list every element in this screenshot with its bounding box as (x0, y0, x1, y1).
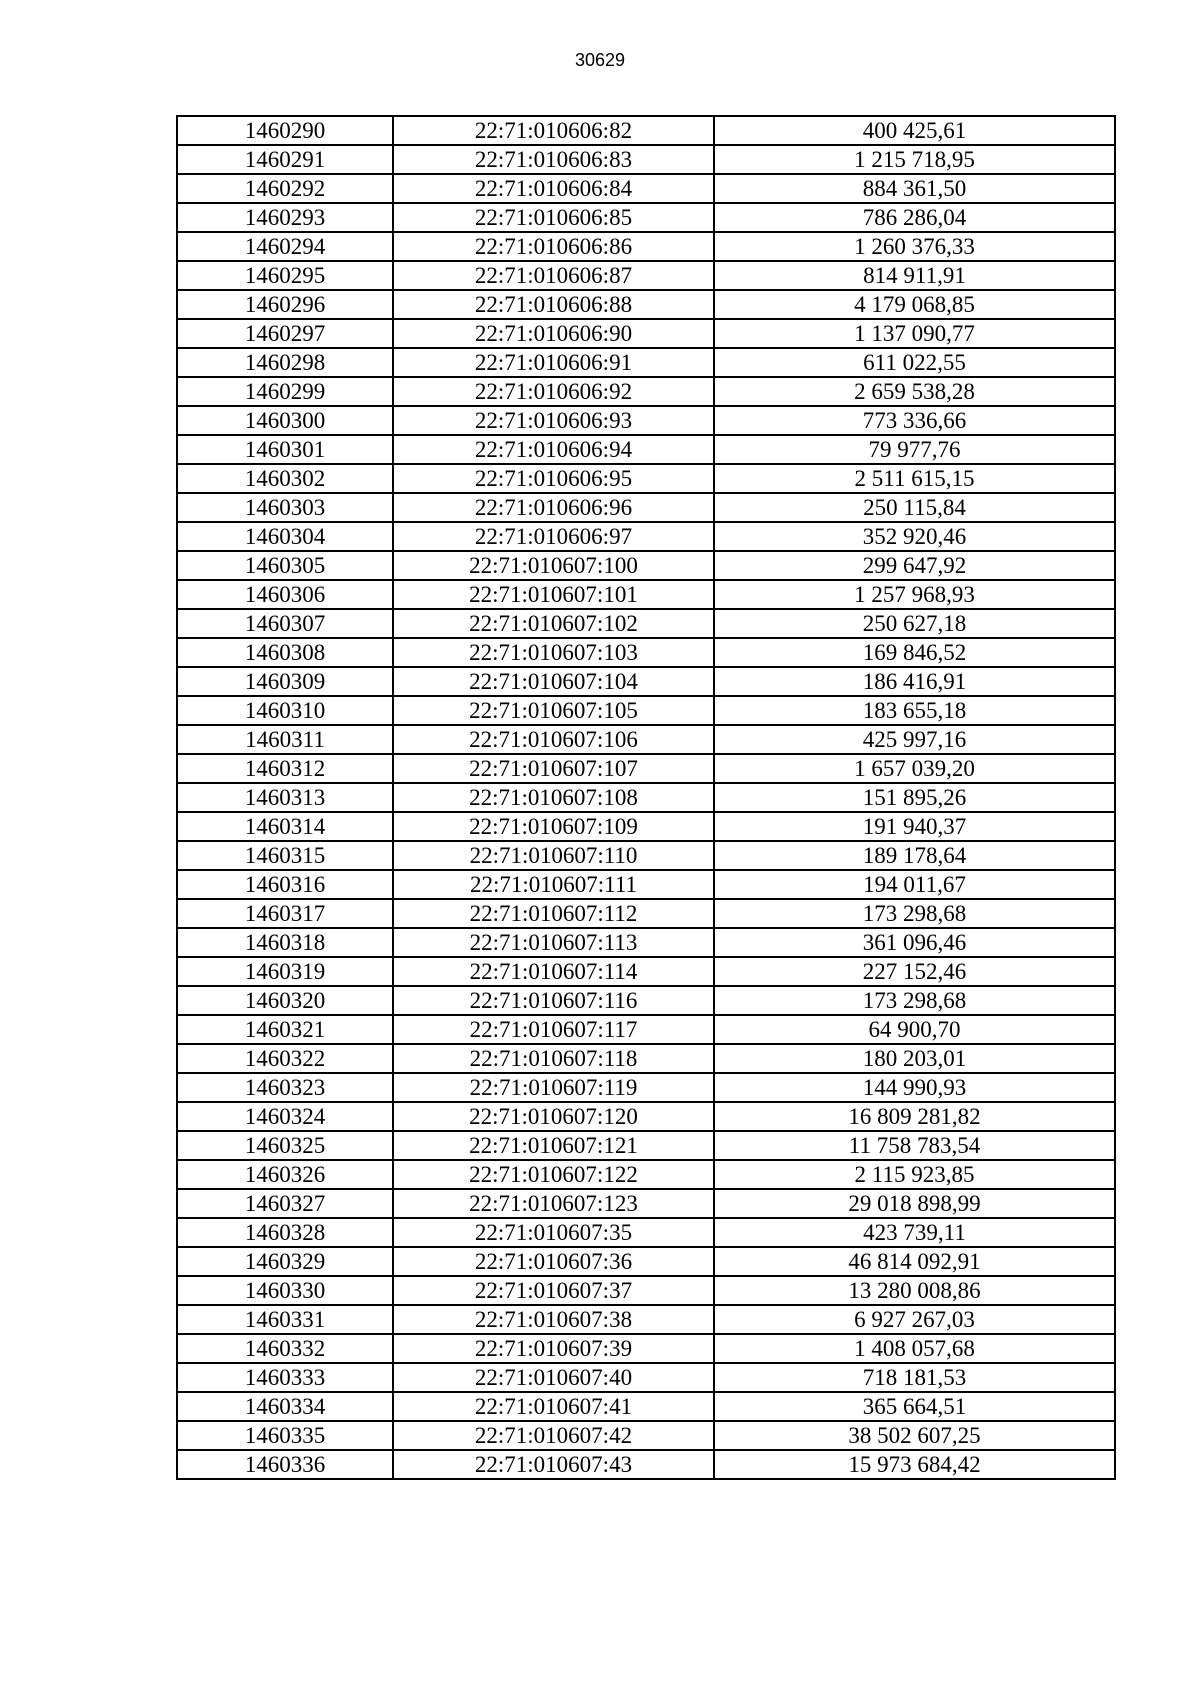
cadastral-number-cell: 22:71:010607:37 (393, 1276, 714, 1305)
cadastral-value-cell: 46 814 092,91 (714, 1247, 1115, 1276)
cadastral-number-cell: 22:71:010607:39 (393, 1334, 714, 1363)
cadastral-value-cell: 1 260 376,33 (714, 232, 1115, 261)
row-number-cell: 1460311 (177, 725, 393, 754)
cadastral-number-cell: 22:71:010607:104 (393, 667, 714, 696)
cadastral-number-cell: 22:71:010606:91 (393, 348, 714, 377)
cadastral-number-cell: 22:71:010607:114 (393, 957, 714, 986)
table-row (177, 725, 1115, 754)
row-number-cell: 1460335 (177, 1421, 393, 1450)
row-number-cell: 1460327 (177, 1189, 393, 1218)
cadastral-number-cell: 22:71:010606:93 (393, 406, 714, 435)
cadastral-value-cell: 183 655,18 (714, 696, 1115, 725)
cadastral-value-cell: 15 973 684,42 (714, 1450, 1115, 1479)
cadastral-number-cell: 22:71:010606:84 (393, 174, 714, 203)
cadastral-value-cell: 173 298,68 (714, 986, 1115, 1015)
table-row (177, 174, 1115, 203)
table-row (177, 464, 1115, 493)
row-number-cell: 1460298 (177, 348, 393, 377)
table-row (177, 957, 1115, 986)
cadastral-value-cell: 144 990,93 (714, 1073, 1115, 1102)
table-row (177, 609, 1115, 638)
row-number-cell: 1460316 (177, 870, 393, 899)
row-number-cell: 1460315 (177, 841, 393, 870)
cadastral-value-cell: 16 809 281,82 (714, 1102, 1115, 1131)
cadastral-value-cell: 2 659 538,28 (714, 377, 1115, 406)
cadastral-value-cell: 38 502 607,25 (714, 1421, 1115, 1450)
table-row (177, 1102, 1115, 1131)
cadastral-value-cell: 786 286,04 (714, 203, 1115, 232)
table-row (177, 754, 1115, 783)
table-row (177, 1073, 1115, 1102)
cadastral-value-cell: 299 647,92 (714, 551, 1115, 580)
cadastral-number-cell: 22:71:010606:87 (393, 261, 714, 290)
cadastral-value-cell: 352 920,46 (714, 522, 1115, 551)
cadastral-value-cell: 227 152,46 (714, 957, 1115, 986)
cadastral-number-cell: 22:71:010606:90 (393, 319, 714, 348)
cadastral-value-cell: 169 846,52 (714, 638, 1115, 667)
row-number-cell: 1460302 (177, 464, 393, 493)
cadastral-number-cell: 22:71:010607:101 (393, 580, 714, 609)
cadastral-number-cell: 22:71:010607:113 (393, 928, 714, 957)
cadastral-value-cell: 64 900,70 (714, 1015, 1115, 1044)
cadastral-value-cell: 1 137 090,77 (714, 319, 1115, 348)
row-number-cell: 1460326 (177, 1160, 393, 1189)
table-row (177, 986, 1115, 1015)
cadastral-number-cell: 22:71:010607:41 (393, 1392, 714, 1421)
row-number-cell: 1460310 (177, 696, 393, 725)
row-number-cell: 1460301 (177, 435, 393, 464)
cadastral-number-cell: 22:71:010607:120 (393, 1102, 714, 1131)
cadastral-number-cell: 22:71:010607:100 (393, 551, 714, 580)
row-number-cell: 1460313 (177, 783, 393, 812)
row-number-cell: 1460293 (177, 203, 393, 232)
table-row (177, 261, 1115, 290)
row-number-cell: 1460321 (177, 1015, 393, 1044)
row-number-cell: 1460305 (177, 551, 393, 580)
cadastral-number-cell: 22:71:010607:116 (393, 986, 714, 1015)
cadastral-value-cell: 884 361,50 (714, 174, 1115, 203)
cadastral-value-cell: 151 895,26 (714, 783, 1115, 812)
row-number-cell: 1460322 (177, 1044, 393, 1073)
row-number-cell: 1460320 (177, 986, 393, 1015)
cadastral-number-cell: 22:71:010607:36 (393, 1247, 714, 1276)
row-number-cell: 1460292 (177, 174, 393, 203)
table-row (177, 522, 1115, 551)
cadastral-value-cell: 194 011,67 (714, 870, 1115, 899)
row-number-cell: 1460324 (177, 1102, 393, 1131)
cadastral-value-cell: 2 511 615,15 (714, 464, 1115, 493)
cadastral-value-cell: 79 977,76 (714, 435, 1115, 464)
cadastral-number-cell: 22:71:010607:117 (393, 1015, 714, 1044)
cadastral-value-table (176, 115, 1116, 1480)
cadastral-number-cell: 22:71:010606:86 (393, 232, 714, 261)
row-number-cell: 1460329 (177, 1247, 393, 1276)
row-number-cell: 1460328 (177, 1218, 393, 1247)
cadastral-value-cell: 180 203,01 (714, 1044, 1115, 1073)
row-number-cell: 1460331 (177, 1305, 393, 1334)
cadastral-number-cell: 22:71:010606:96 (393, 493, 714, 522)
cadastral-value-cell: 189 178,64 (714, 841, 1115, 870)
cadastral-value-cell: 1 408 057,68 (714, 1334, 1115, 1363)
table-row (177, 1334, 1115, 1363)
table-row (177, 116, 1115, 145)
cadastral-value-cell: 1 657 039,20 (714, 754, 1115, 783)
table-row (177, 203, 1115, 232)
cadastral-value-cell: 400 425,61 (714, 116, 1115, 145)
cadastral-value-cell: 4 179 068,85 (714, 290, 1115, 319)
table-row (177, 551, 1115, 580)
cadastral-number-cell: 22:71:010607:122 (393, 1160, 714, 1189)
cadastral-number-cell: 22:71:010607:112 (393, 899, 714, 928)
row-number-cell: 1460314 (177, 812, 393, 841)
cadastral-number-cell: 22:71:010606:88 (393, 290, 714, 319)
row-number-cell: 1460318 (177, 928, 393, 957)
row-number-cell: 1460333 (177, 1363, 393, 1392)
row-number-cell: 1460334 (177, 1392, 393, 1421)
table-row (177, 1160, 1115, 1189)
cadastral-number-cell: 22:71:010607:42 (393, 1421, 714, 1450)
cadastral-number-cell: 22:71:010606:97 (393, 522, 714, 551)
cadastral-number-cell: 22:71:010606:94 (393, 435, 714, 464)
cadastral-value-cell: 611 022,55 (714, 348, 1115, 377)
cadastral-value-cell: 425 997,16 (714, 725, 1115, 754)
table-row (177, 1247, 1115, 1276)
row-number-cell: 1460297 (177, 319, 393, 348)
cadastral-value-cell: 186 416,91 (714, 667, 1115, 696)
row-number-cell: 1460304 (177, 522, 393, 551)
table-row (177, 1305, 1115, 1334)
table-row (177, 1276, 1115, 1305)
table-row (177, 783, 1115, 812)
cadastral-number-cell: 22:71:010607:118 (393, 1044, 714, 1073)
cadastral-number-cell: 22:71:010606:83 (393, 145, 714, 174)
row-number-cell: 1460290 (177, 116, 393, 145)
cadastral-number-cell: 22:71:010607:111 (393, 870, 714, 899)
cadastral-value-cell: 13 280 008,86 (714, 1276, 1115, 1305)
table-row (177, 899, 1115, 928)
cadastral-number-cell: 22:71:010607:43 (393, 1450, 714, 1479)
cadastral-value-cell: 250 115,84 (714, 493, 1115, 522)
table-row (177, 1044, 1115, 1073)
cadastral-value-cell: 718 181,53 (714, 1363, 1115, 1392)
table-row (177, 812, 1115, 841)
cadastral-number-cell: 22:71:010606:95 (393, 464, 714, 493)
cadastral-number-cell: 22:71:010607:107 (393, 754, 714, 783)
row-number-cell: 1460308 (177, 638, 393, 667)
row-number-cell: 1460300 (177, 406, 393, 435)
row-number-cell: 1460323 (177, 1073, 393, 1102)
row-number-cell: 1460294 (177, 232, 393, 261)
row-number-cell: 1460336 (177, 1450, 393, 1479)
row-number-cell: 1460309 (177, 667, 393, 696)
cadastral-value-cell: 6 927 267,03 (714, 1305, 1115, 1334)
table-row (177, 870, 1115, 899)
table-row (177, 145, 1115, 174)
cadastral-number-cell: 22:71:010607:106 (393, 725, 714, 754)
cadastral-value-cell: 814 911,91 (714, 261, 1115, 290)
cadastral-value-cell: 2 115 923,85 (714, 1160, 1115, 1189)
cadastral-value-cell: 423 739,11 (714, 1218, 1115, 1247)
cadastral-number-cell: 22:71:010607:105 (393, 696, 714, 725)
table-body (177, 116, 1115, 1479)
table-row (177, 580, 1115, 609)
cadastral-number-cell: 22:71:010607:109 (393, 812, 714, 841)
table-row (177, 696, 1115, 725)
page-number: 30629 (574, 50, 626, 70)
row-number-cell: 1460317 (177, 899, 393, 928)
row-number-cell: 1460296 (177, 290, 393, 319)
row-number-cell: 1460312 (177, 754, 393, 783)
table-row (177, 348, 1115, 377)
table-row (177, 1131, 1115, 1160)
cadastral-number-cell: 22:71:010607:119 (393, 1073, 714, 1102)
cadastral-value-cell: 365 664,51 (714, 1392, 1115, 1421)
table-row (177, 1450, 1115, 1479)
table-row (177, 435, 1115, 464)
table-row (177, 377, 1115, 406)
table-row (177, 1421, 1115, 1450)
cadastral-number-cell: 22:71:010607:38 (393, 1305, 714, 1334)
row-number-cell: 1460303 (177, 493, 393, 522)
table-row (177, 841, 1115, 870)
table-row (177, 638, 1115, 667)
cadastral-number-cell: 22:71:010606:85 (393, 203, 714, 232)
cadastral-number-cell: 22:71:010606:82 (393, 116, 714, 145)
cadastral-value-cell: 773 336,66 (714, 406, 1115, 435)
row-number-cell: 1460325 (177, 1131, 393, 1160)
cadastral-number-cell: 22:71:010607:40 (393, 1363, 714, 1392)
cadastral-number-cell: 22:71:010607:110 (393, 841, 714, 870)
row-number-cell: 1460330 (177, 1276, 393, 1305)
table-row (177, 928, 1115, 957)
cadastral-value-cell: 173 298,68 (714, 899, 1115, 928)
row-number-cell: 1460332 (177, 1334, 393, 1363)
cadastral-number-cell: 22:71:010607:121 (393, 1131, 714, 1160)
cadastral-value-cell: 1 215 718,95 (714, 145, 1115, 174)
table-row (177, 290, 1115, 319)
table-row (177, 319, 1115, 348)
cadastral-value-cell: 191 940,37 (714, 812, 1115, 841)
row-number-cell: 1460306 (177, 580, 393, 609)
row-number-cell: 1460291 (177, 145, 393, 174)
cadastral-number-cell: 22:71:010607:123 (393, 1189, 714, 1218)
table-row (177, 1189, 1115, 1218)
cadastral-number-cell: 22:71:010607:103 (393, 638, 714, 667)
cadastral-number-cell: 22:71:010606:92 (393, 377, 714, 406)
cadastral-value-cell: 250 627,18 (714, 609, 1115, 638)
row-number-cell: 1460295 (177, 261, 393, 290)
table-row (177, 1218, 1115, 1247)
table-row (177, 406, 1115, 435)
row-number-cell: 1460299 (177, 377, 393, 406)
table-row (177, 232, 1115, 261)
cadastral-number-cell: 22:71:010607:102 (393, 609, 714, 638)
cadastral-number-cell: 22:71:010607:108 (393, 783, 714, 812)
cadastral-number-cell: 22:71:010607:35 (393, 1218, 714, 1247)
table-row (177, 1015, 1115, 1044)
table-row (177, 1363, 1115, 1392)
cadastral-value-cell: 1 257 968,93 (714, 580, 1115, 609)
row-number-cell: 1460307 (177, 609, 393, 638)
cadastral-value-cell: 361 096,46 (714, 928, 1115, 957)
table-row (177, 1392, 1115, 1421)
table-row (177, 493, 1115, 522)
row-number-cell: 1460319 (177, 957, 393, 986)
cadastral-value-cell: 11 758 783,54 (714, 1131, 1115, 1160)
table-row (177, 667, 1115, 696)
cadastral-value-cell: 29 018 898,99 (714, 1189, 1115, 1218)
